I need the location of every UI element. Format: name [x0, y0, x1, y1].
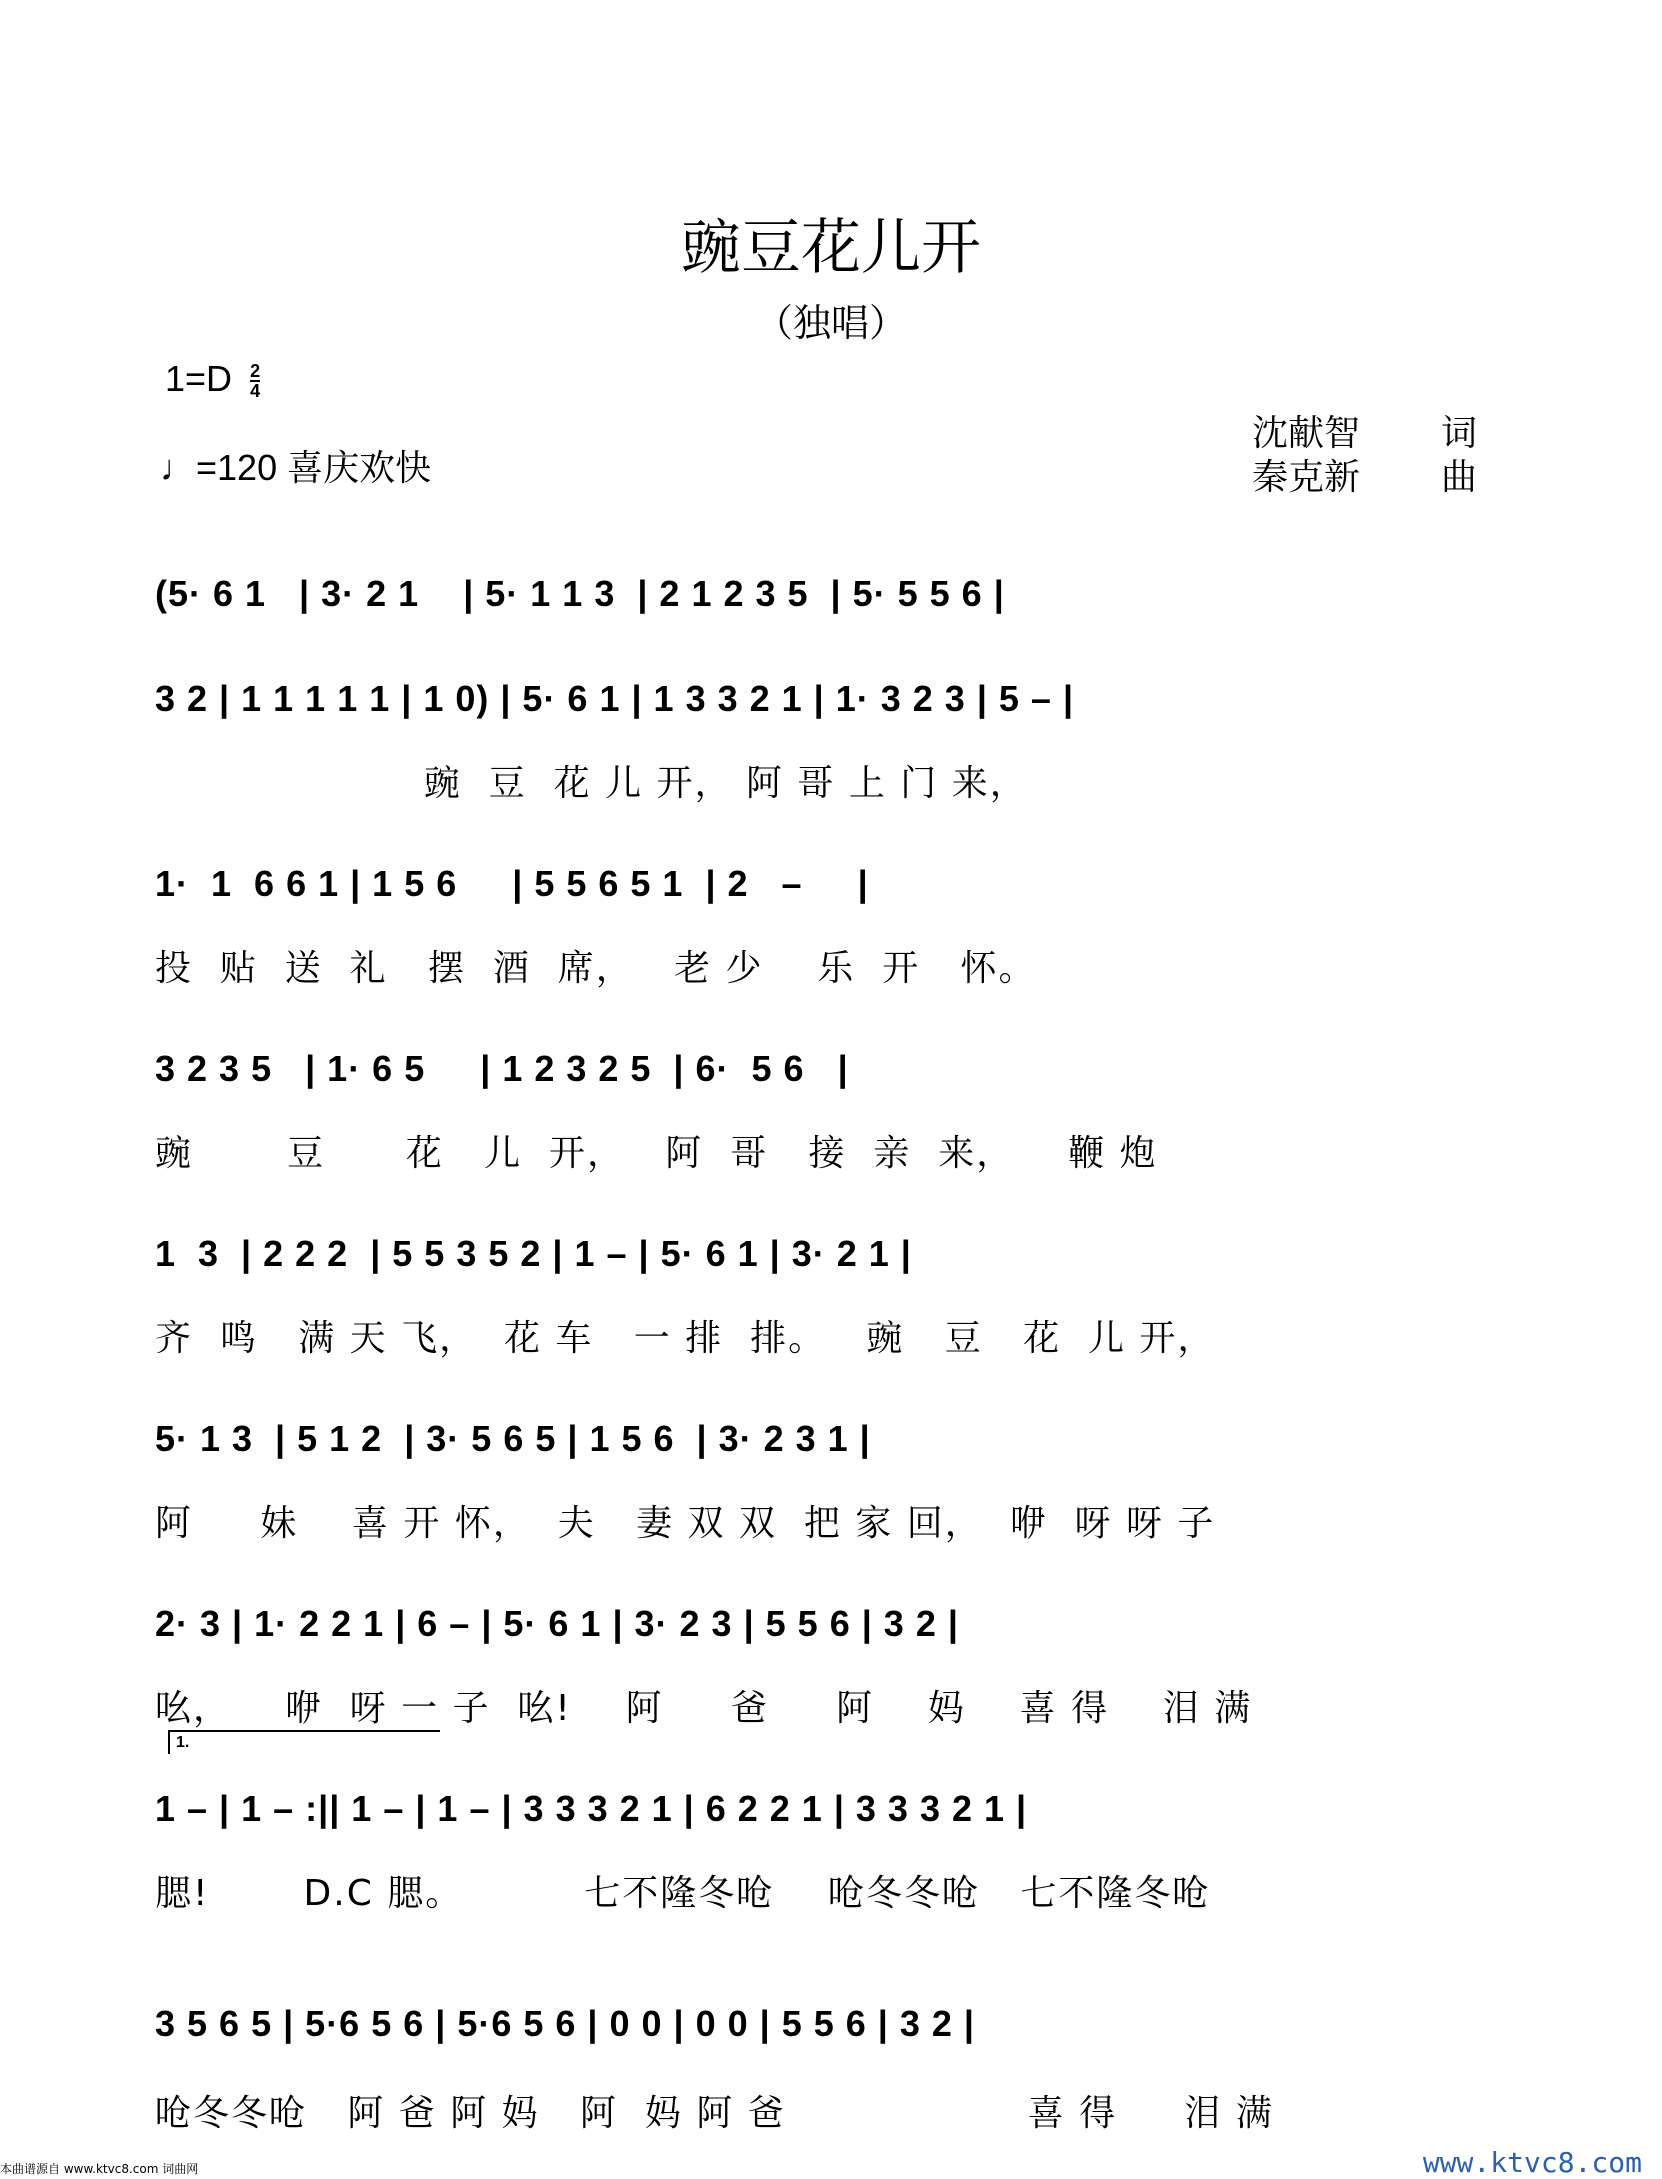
score-system-8 [155, 1770, 1485, 1830]
lyricist-role: 词 [1440, 413, 1477, 454]
time-signature-bottom: 4 [250, 381, 261, 402]
notation: 3 2 | 1 1 1 1 1 | 1 0) | 5· 6 1 | 1 3 3 2 1 | 1· 3 2 3 | 5 – | [155, 678, 1075, 719]
notation: 1· 1 6 6 1 | 1 5 6 | 5 5 6 5 1 | 2 – | [155, 863, 869, 904]
notation: 1 – | 1 – :|| 1 – | 1 – | 3 3 3 2 1 | 6 2 2 1 | 3 3 3 2 1 | [155, 1788, 1028, 1829]
score-system-5 [155, 1215, 1485, 1275]
page-subtitle: （独唱） [754, 301, 907, 345]
credits [1252, 412, 1477, 500]
lyric-line-9: 呛冬冬呛 阿 爸 阿 妈 阿 妈 阿 爸 喜 得 泪 满 [155, 2093, 1274, 2134]
credit-composer [1252, 456, 1477, 500]
lyric-line-5: 齐 鸣 满 天 飞， 花 车 一 排 排。 豌 豆 花 儿 开， [155, 1318, 1216, 1359]
credit-lyricist [1252, 412, 1477, 456]
notation: 1 3 | 2 2 2 | 5 5 3 5 2 | 1 – | 5· 6 1 | 3· 2 1 | [155, 1233, 912, 1274]
lyric-line-4: 豌 豆 花 儿 开， 阿 哥 接 亲 来， 鞭 炮 [155, 1133, 1158, 1174]
score-system-6 [155, 1400, 1485, 1460]
lyricist-name: 沈献智 [1252, 413, 1361, 454]
key-label: 1=D [165, 358, 233, 399]
lyric-line-8: 腮! D.C 腮。 七不隆冬呛 呛冬冬呛 七不隆冬呛 [155, 1873, 1211, 1914]
notation: 2· 3 | 1· 2 2 1 | 6 – | 5· 6 1 | 3· 2 3 | 5 5 6 | 3 2 | [155, 1603, 959, 1644]
lyric-line-6: 阿 妹 喜 开 怀， 夫 妻 双 双 把 家 回， 咿 呀 呀 子 [155, 1503, 1216, 1544]
time-signature [250, 362, 260, 400]
tempo-marking: ♩=120 喜庆欢快 [160, 447, 432, 488]
page-title: 豌豆花儿开 [681, 213, 981, 283]
score-system-3 [155, 845, 1485, 905]
notation: 5· 1 3 | 5 1 2 | 3· 5 6 5 | 1 5 6 | 3· 2 3 1 | [155, 1418, 871, 1459]
key-signature [165, 358, 260, 400]
notation: 3 5 6 5 | 5·6 5 6 | 5·6 5 6 | 0 0 | 0 0 | 5 5 6 | 3 2 | [155, 2003, 975, 2044]
lyric-line-2: 豌 豆 花 儿 开， 阿 哥 上 门 来， [155, 763, 1028, 804]
composer-role: 曲 [1440, 457, 1477, 498]
footer-source: 本曲谱源自 www.ktvc8.com 词曲网 [0, 2162, 199, 2176]
lyric-line-7: 吆， 咿 呀 一 子 吆! 阿 爸 阿 妈 喜 得 泪 满 [155, 1688, 1253, 1729]
score-system-4 [155, 1030, 1485, 1090]
footer-watermark: www.ktvc8.com [1422, 2146, 1642, 2179]
time-signature-top: 2 [250, 361, 261, 382]
volta-label: 1. [176, 1734, 190, 1751]
score-system-1 [155, 555, 1485, 615]
notation: 3 2 3 5 | 1· 6 5 | 1 2 3 2 5 | 6· 5 6 | [155, 1048, 849, 1089]
score-system-9 [155, 1985, 1485, 2045]
notation: (5· 6 1 | 3· 2 1 | 5· 1 1 3 | 2 1 2 3 5 | 5· 5 5 6 | [155, 573, 1005, 614]
volta-bracket [168, 1730, 440, 1754]
lyric-line-3: 投 贴 送 礼 摆 酒 席， 老 少 乐 开 怀。 [155, 948, 1037, 989]
score-system-7 [155, 1585, 1485, 1645]
composer-name: 秦克新 [1252, 457, 1361, 498]
score-system-2 [155, 660, 1485, 720]
